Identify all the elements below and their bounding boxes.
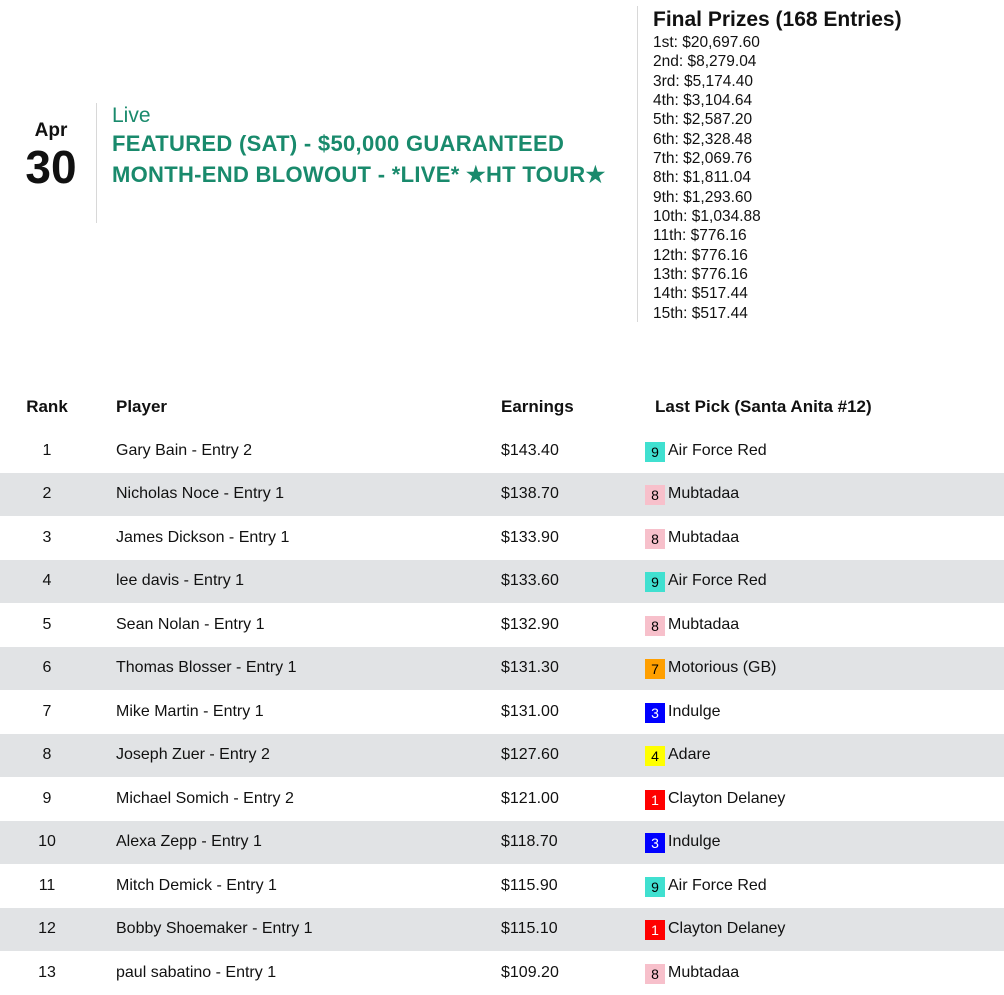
player-cell[interactable]: Mike Martin - Entry 1 bbox=[116, 702, 264, 720]
prize-item: 6th: $2,328.48 bbox=[653, 130, 753, 148]
table-row[interactable] bbox=[0, 603, 1004, 647]
rank-cell: 7 bbox=[42, 702, 52, 720]
earnings-cell: $115.90 bbox=[501, 876, 558, 894]
rank-cell: 4 bbox=[42, 572, 52, 590]
horse-name: Mubtadaa bbox=[668, 963, 740, 981]
earnings-cell: $131.30 bbox=[501, 659, 559, 677]
last-pick-cell bbox=[641, 918, 785, 940]
table-row[interactable] bbox=[0, 690, 1004, 734]
horse-name: Air Force Red bbox=[668, 441, 767, 459]
last-pick-cell bbox=[641, 570, 767, 592]
prize-item: 13th: $776.16 bbox=[653, 266, 748, 284]
saddle-cloth-badge: 1 bbox=[645, 790, 665, 810]
saddle-cloth-badge: 8 bbox=[645, 964, 665, 984]
player-cell[interactable]: James Dickson - Entry 1 bbox=[116, 528, 290, 546]
prizes-title: Final Prizes (168 Entries) bbox=[653, 8, 902, 31]
prize-item: 15th: $517.44 bbox=[653, 304, 748, 322]
player-cell[interactable]: paul sabatino - Entry 1 bbox=[116, 963, 277, 981]
earnings-cell: $133.60 bbox=[501, 572, 559, 590]
event-info bbox=[112, 104, 622, 190]
saddle-cloth-badge: 8 bbox=[645, 485, 665, 505]
saddle-cloth-badge: 3 bbox=[645, 833, 665, 853]
horse-name: Mubtadaa bbox=[668, 485, 740, 503]
last-pick-cell bbox=[641, 701, 721, 723]
prize-item: 1st: $20,697.60 bbox=[653, 34, 760, 51]
header-player: Player bbox=[116, 397, 168, 416]
rank-cell: 6 bbox=[42, 659, 52, 677]
saddle-cloth-badge: 8 bbox=[645, 616, 665, 636]
table-row[interactable] bbox=[0, 429, 1004, 473]
player-cell[interactable]: Alexa Zepp - Entry 1 bbox=[116, 833, 262, 851]
saddle-cloth-badge: 9 bbox=[645, 877, 665, 897]
table-row[interactable] bbox=[0, 647, 1004, 691]
table-row[interactable] bbox=[0, 777, 1004, 821]
earnings-cell: $127.60 bbox=[501, 746, 559, 764]
last-pick-cell bbox=[641, 962, 739, 984]
rank-cell: 10 bbox=[38, 833, 56, 851]
horse-name: Indulge bbox=[668, 833, 721, 851]
prize-item: 4th: $3,104.64 bbox=[653, 92, 753, 110]
table-row[interactable] bbox=[0, 951, 1004, 995]
table-row[interactable] bbox=[0, 560, 1004, 604]
rank-cell: 3 bbox=[42, 528, 52, 546]
player-cell[interactable]: Sean Nolan - Entry 1 bbox=[116, 615, 265, 633]
saddle-cloth-badge: 7 bbox=[645, 659, 665, 679]
horse-name: Motorious (GB) bbox=[668, 659, 777, 677]
prize-item: 12th: $776.16 bbox=[653, 246, 748, 264]
prize-item: 14th: $517.44 bbox=[653, 285, 748, 303]
rank-cell: 13 bbox=[38, 963, 56, 981]
rank-cell: 1 bbox=[42, 441, 52, 459]
event-day: 30 bbox=[25, 141, 77, 193]
rank-cell: 9 bbox=[42, 789, 52, 807]
rank-cell: 2 bbox=[42, 485, 52, 503]
saddle-cloth-badge: 9 bbox=[645, 572, 665, 592]
last-pick-cell bbox=[641, 440, 767, 462]
last-pick-cell bbox=[641, 744, 711, 766]
prize-item: 8th: $1,811.04 bbox=[653, 169, 751, 187]
event-status: Live bbox=[112, 104, 151, 127]
player-cell[interactable]: lee davis - Entry 1 bbox=[116, 572, 245, 590]
header-rank: Rank bbox=[26, 397, 68, 416]
table-row[interactable] bbox=[0, 908, 1004, 952]
horse-name: Air Force Red bbox=[668, 572, 767, 590]
last-pick-cell bbox=[641, 527, 739, 549]
earnings-cell: $131.00 bbox=[501, 702, 559, 720]
prize-item: 11th: $776.16 bbox=[653, 227, 747, 245]
last-pick-cell bbox=[641, 657, 776, 679]
earnings-cell: $109.20 bbox=[501, 963, 559, 981]
horse-name: Clayton Delaney bbox=[668, 789, 786, 807]
saddle-cloth-badge: 9 bbox=[645, 442, 665, 462]
last-pick-cell bbox=[641, 614, 739, 636]
last-pick-cell bbox=[641, 788, 785, 810]
leaderboard-table bbox=[0, 385, 1004, 995]
earnings-cell: $118.70 bbox=[501, 833, 558, 851]
earnings-cell: $115.10 bbox=[501, 920, 558, 938]
rank-cell: 12 bbox=[38, 920, 56, 938]
prizes-list bbox=[653, 33, 902, 323]
table-row[interactable] bbox=[0, 864, 1004, 908]
last-pick-cell bbox=[641, 875, 767, 897]
divider bbox=[637, 6, 638, 322]
horse-name: Indulge bbox=[668, 702, 721, 720]
table-header bbox=[0, 385, 1004, 429]
horse-name: Mubtadaa bbox=[668, 528, 740, 546]
player-cell[interactable]: Mitch Demick - Entry 1 bbox=[116, 876, 277, 894]
prize-item: 3rd: $5,174.40 bbox=[653, 72, 753, 90]
last-pick-cell bbox=[641, 831, 721, 853]
prize-item: 2nd: $8,279.04 bbox=[653, 53, 757, 71]
prize-item: 5th: $2,587.20 bbox=[653, 111, 753, 129]
horse-name: Mubtadaa bbox=[668, 615, 740, 633]
rank-cell: 11 bbox=[38, 876, 56, 894]
player-cell[interactable]: Joseph Zuer - Entry 2 bbox=[116, 746, 270, 764]
event-title[interactable]: FEATURED (SAT) - $50,000 GUARANTEED MONTH-END BLOWOUT - *LIVE* ★HT TOUR★ bbox=[112, 131, 606, 187]
divider bbox=[96, 103, 97, 223]
table-row[interactable] bbox=[0, 734, 1004, 778]
header-earnings: Earnings bbox=[501, 397, 574, 416]
player-cell[interactable]: Michael Somich - Entry 2 bbox=[116, 789, 294, 807]
rank-cell: 5 bbox=[42, 615, 52, 633]
earnings-cell: $121.00 bbox=[501, 789, 559, 807]
horse-name: Adare bbox=[668, 746, 711, 764]
earnings-cell: $143.40 bbox=[501, 441, 559, 459]
header-last-pick: Last Pick (Santa Anita #12) bbox=[655, 397, 872, 416]
last-pick-cell bbox=[641, 483, 739, 505]
horse-name: Air Force Red bbox=[668, 876, 767, 894]
table-row[interactable] bbox=[0, 473, 1004, 517]
prize-item: 10th: $1,034.88 bbox=[653, 208, 761, 226]
final-prizes bbox=[653, 7, 902, 323]
saddle-cloth-badge: 3 bbox=[645, 703, 665, 723]
earnings-cell: $132.90 bbox=[501, 615, 559, 633]
earnings-cell: $138.70 bbox=[501, 485, 559, 503]
player-cell[interactable]: Bobby Shoemaker - Entry 1 bbox=[116, 920, 313, 938]
table-row[interactable] bbox=[0, 821, 1004, 865]
rank-cell: 8 bbox=[42, 746, 52, 764]
saddle-cloth-badge: 4 bbox=[645, 746, 665, 766]
earnings-cell: $133.90 bbox=[501, 528, 559, 546]
prize-item: 7th: $2,069.76 bbox=[653, 150, 753, 168]
horse-name: Clayton Delaney bbox=[668, 920, 786, 938]
event-month: Apr bbox=[34, 120, 68, 141]
player-cell[interactable]: Thomas Blosser - Entry 1 bbox=[116, 659, 297, 677]
prize-item: 9th: $1,293.60 bbox=[653, 188, 753, 206]
player-cell[interactable]: Nicholas Noce - Entry 1 bbox=[116, 485, 285, 503]
table-row[interactable] bbox=[0, 516, 1004, 560]
event-date bbox=[14, 120, 88, 193]
player-cell[interactable]: Gary Bain - Entry 2 bbox=[116, 441, 253, 459]
saddle-cloth-badge: 1 bbox=[645, 920, 665, 940]
saddle-cloth-badge: 8 bbox=[645, 529, 665, 549]
